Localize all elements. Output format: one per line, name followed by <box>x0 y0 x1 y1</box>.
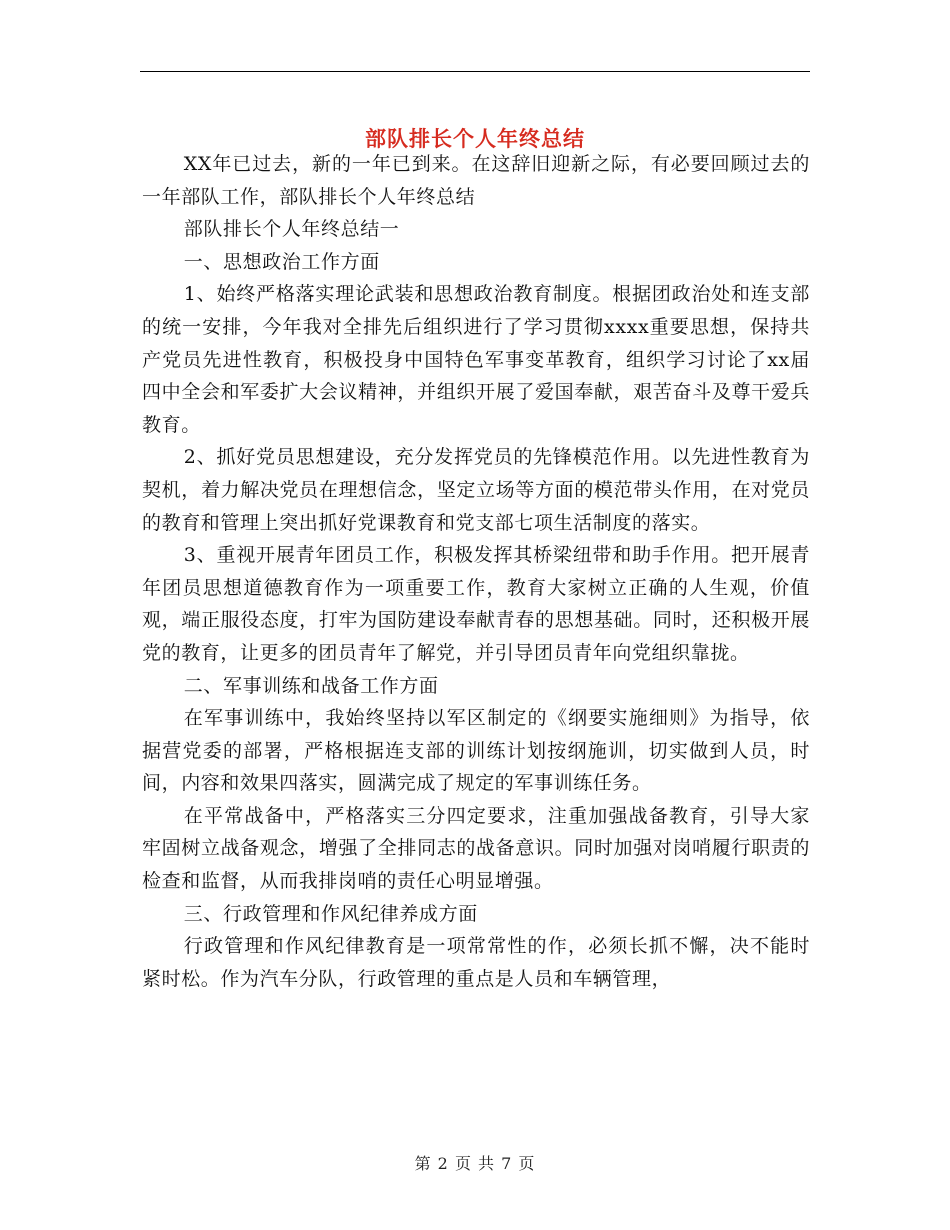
intro-paragraph: XX年已过去，新的一年已到来。在这辞旧迎新之际，有必要回顾过去的一年部队工作，部队排长个人年终总结 <box>142 153 810 208</box>
body-paragraph: 1、始终严格落实理论武装和思想政治教育制度。根据团政治处和连支部的统一安排，今年我对全排先后组织进行了学习贯彻xxxx重要思想，保持共产党员先进性教育，积极投身中国特色军事变革教育，组织学习讨论了xx届四中全会和军委扩大会议精神，并组织开展了爱国奉献，艰苦奋斗及尊干爱兵教育。 <box>142 283 810 436</box>
document-body <box>142 148 810 995</box>
body-paragraph: 行政管理和作风纪律教育是一项常常性的作，必须长抓不懈，决不能时紧时松。作为汽车分队，行政管理的重点是人员和车辆管理， <box>142 935 810 990</box>
body-paragraph: 在军事训练中，我始终坚持以军区制定的《纲要实施细则》为指导，依据营党委的部署，严格根据连支部的训练计划按纲施训，切实做到人员，时间，内容和效果四落实，圆满完成了规定的军事训练任务。 <box>142 707 810 795</box>
section-heading-political: 一、思想政治工作方面 <box>183 250 380 273</box>
document-title: 部队排长个人年终总结 <box>365 127 585 152</box>
section-heading-admin: 三、行政管理和作风纪律养成方面 <box>183 902 478 925</box>
body-paragraph: 2、抓好党员思想建设，充分发挥党员的先锋模范作用。以先进性教育为契机，着力解决党员在理想信念，坚定立场等方面的模范带头作用，在对党员的教育和管理上突出抓好党课教育和党支部七项生活制度的落实。 <box>142 446 810 534</box>
summary-subtitle: 部队排长个人年终总结一 <box>183 218 400 241</box>
header-rule <box>140 71 810 72</box>
page-number: 第 2 页 共 7 页 <box>414 1154 536 1173</box>
body-paragraph: 在平常战备中，严格落实三分四定要求，注重加强战备教育，引导大家牢固树立战备观念，增强了全排同志的战备意识。同时加强对岗哨履行职责的检查和监督，从而我排岗哨的责任心明显增强。 <box>142 804 810 893</box>
section-heading-military: 二、军事训练和战备工作方面 <box>183 674 439 697</box>
body-paragraph: 3、重视开展青年团员工作，积极发挥其桥梁纽带和助手作用。把开展青年团员思想道德教育作为一项重要工作，教育大家树立正确的人生观，价值观，端正服役态度，打牢为国防建设奉献青春的思想基础。同时，还积极开展党的教育，让更多的团员青年了解党，并引导团员青年向党组织靠拢。 <box>142 544 810 664</box>
